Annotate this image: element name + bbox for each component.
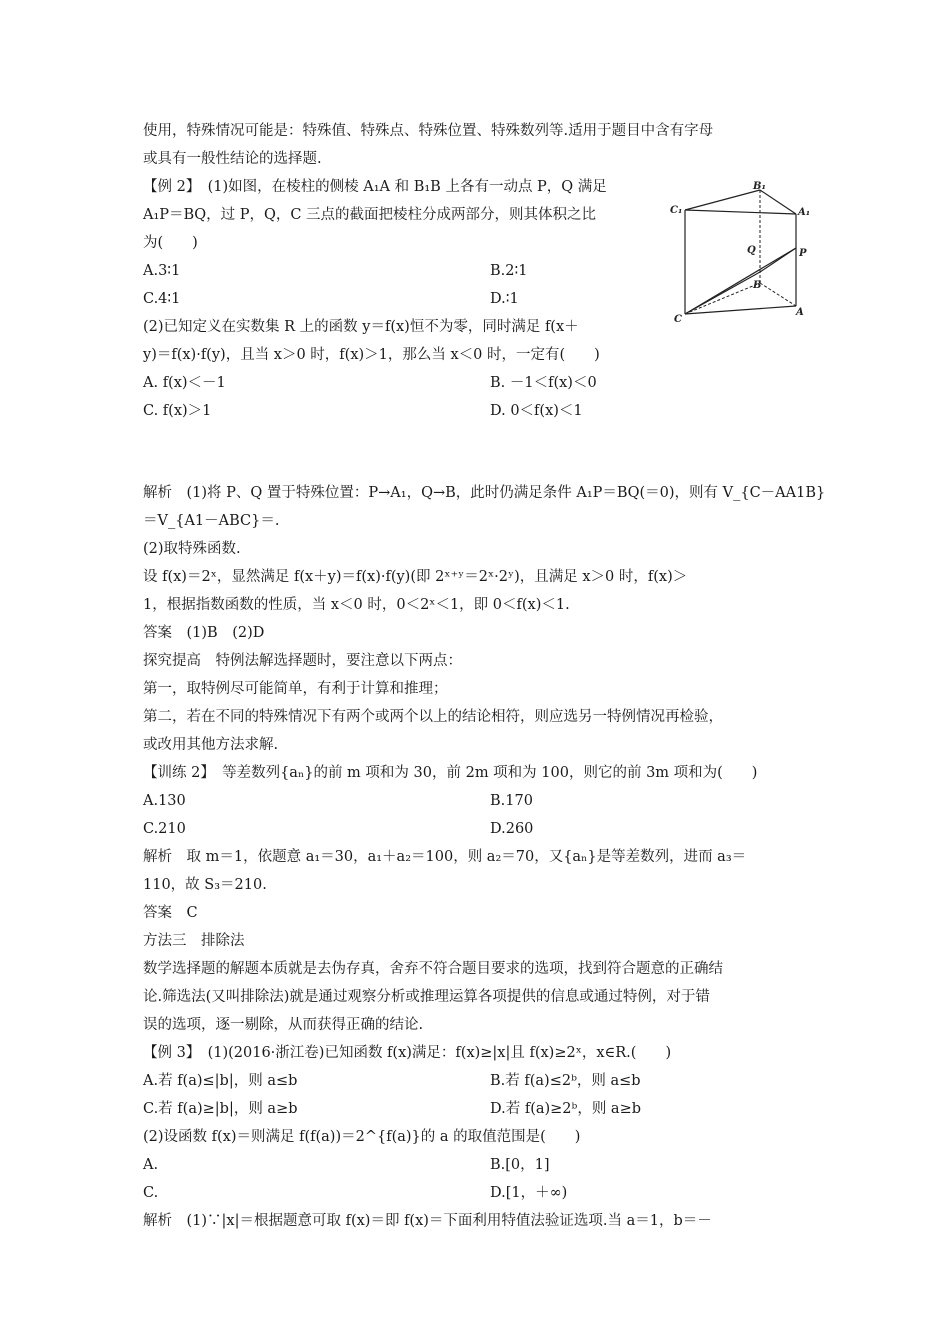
training2-option-c: C.210 [143,821,186,837]
example3-q2-option-a: A. [143,1157,159,1173]
solution2-line-5: 1，根据指数函数的性质，当 x＜0 时，0＜2ˣ＜1，即 0＜f(x)＜1. [143,597,570,613]
example3-option-d: D.若 f(a)≥2ᵇ，则 a≥b [490,1101,642,1117]
label-b1: B₁ [753,181,766,192]
tips-second-line-2: 或改用其他方法求解. [143,737,279,753]
method3-line-2: 论.筛选法(又叫排除法)就是通过观察分析或推理运算各项提供的信息或通过特例，对于错 [143,989,710,1005]
option-c: C.4∶1 [143,291,181,307]
example2-q2-line-1: (2)已知定义在实数集 R 上的函数 y＝f(x)恒不为零，同时满足 f(x＋ [143,319,579,335]
solution2-line-1: 解析 (1)将 P、Q 置于特殊位置：P→A₁，Q→B，此时仍满足条件 A₁P＝BQ(＝0)，则有 V_{C－AA1B} [143,485,826,501]
tips-first: 第一，取特例尽可能简单，有利于计算和推理； [143,681,448,697]
training2-question: 【训练 2】 等差数列{aₙ}的前 m 项和为 30，前 2m 项和为 100，则它的前 3m 项和为( ) [143,765,758,781]
intro-line-2: 或具有一般性结论的选择题. [143,151,322,167]
option-b: B.2∶1 [490,263,528,279]
method3-line-1: 数学选择题的解题本质就是去伪存真，舍弃不符合题目要求的选项，找到符合题意的正确结 [143,961,723,977]
training2-option-d: D.260 [490,821,534,837]
answer-2: 答案 (1)B (2)D [143,625,265,641]
example3-option-a: A.若 f(a)≤|b|，则 a≤b [143,1073,298,1089]
example2-q1-line-2: A₁P＝BQ，过 P，Q，C 三点的截面把棱柱分成两部分，则其体积之比 [143,207,597,223]
tips-title: 探究提高 特例法解选择题时，要注意以下两点： [143,653,462,669]
label-c1: C₁ [670,205,683,216]
training2-solution-line-1: 解析 取 m＝1，依题意 a₁＝30，a₁＋a₂＝100，则 a₂＝70，又{aₙ}是等差数列，进而 a₃＝ [143,849,747,865]
option-a: A.3∶1 [143,263,181,279]
example3-q2-option-d: D.[1，＋∞) [490,1185,568,1201]
example3-option-c: C.若 f(a)≥|b|，则 a≥b [143,1101,298,1117]
intro-line-1: 使用，特殊情况可能是：特殊值、特殊点、特殊位置、特殊数列等.适用于题目中含有字母 [143,123,714,139]
label-q: Q [747,245,756,256]
method3-line-3: 误的选项，逐一剔除，从而获得正确的结论. [143,1017,424,1033]
example2-q1-line-3: 为( ) [143,235,198,251]
label-p: P [799,248,807,259]
training2-option-a: A.130 [143,793,186,809]
q2-option-a: A. f(x)＜－1 [143,375,226,391]
method3-title: 方法三 排除法 [143,933,245,949]
example3-solution: 解析 (1)∵|x|＝根据题意可取 f(x)＝即 f(x)＝下面利用特值法验证选项.当 a＝1，b＝－ [143,1213,712,1229]
example3-q2-option-c: C. [143,1185,159,1201]
solution2-line-2: ＝V_{A1－ABC}＝. [143,513,280,529]
training2-answer: 答案 C [143,905,198,921]
training2-solution-line-2: 110，故 S₃＝210. [143,877,267,893]
option-d: D.∶1 [490,291,519,307]
solution2-line-4: 设 f(x)＝2ˣ，显然满足 f(x＋y)＝f(x)·f(y)(即 2ˣ⁺ʸ＝2ˣ·2ʸ)，且满足 x＞0 时，f(x)＞ [143,569,688,585]
label-a: A [796,307,804,318]
example3-q1: 【例 3】 (1)(2016·浙江卷)已知函数 f(x)满足：f(x)≥|x|且 f(x)≥2ˣ，x∈R.( ) [143,1045,672,1061]
label-c: C [674,314,682,325]
q2-option-d: D. 0＜f(x)＜1 [490,403,583,419]
example2-q2-line-2: y)＝f(x)·f(y)，且当 x＞0 时，f(x)＞1，那么当 x＜0 时，一定有( ) [143,347,600,363]
solution2-line-3: (2)取特殊函数. [143,541,241,557]
training2-option-b: B.170 [490,793,533,809]
example2-q1-line-1: 【例 2】 (1)如图，在棱柱的侧棱 A₁A 和 B₁B 上各有一动点 P，Q 满足 [143,179,607,195]
tips-second-line-1: 第二，若在不同的特殊情况下有两个或两个以上的结论相符，则应选另一特例情况再检验， [143,709,723,725]
prism-figure [668,180,816,330]
label-a1: A₁ [798,207,811,218]
q2-option-b: B. －1＜f(x)＜0 [490,375,597,391]
example3-q2: (2)设函数 f(x)＝则满足 f(f(a))＝2^{f(a)}的 a 的取值范围是( ) [143,1129,581,1145]
q2-option-c: C. f(x)＞1 [143,403,212,419]
example3-q2-option-b: B.[0，1] [490,1157,550,1173]
label-b: B [753,280,762,291]
example3-option-b: B.若 f(a)≤2ᵇ，则 a≤b [490,1073,641,1089]
